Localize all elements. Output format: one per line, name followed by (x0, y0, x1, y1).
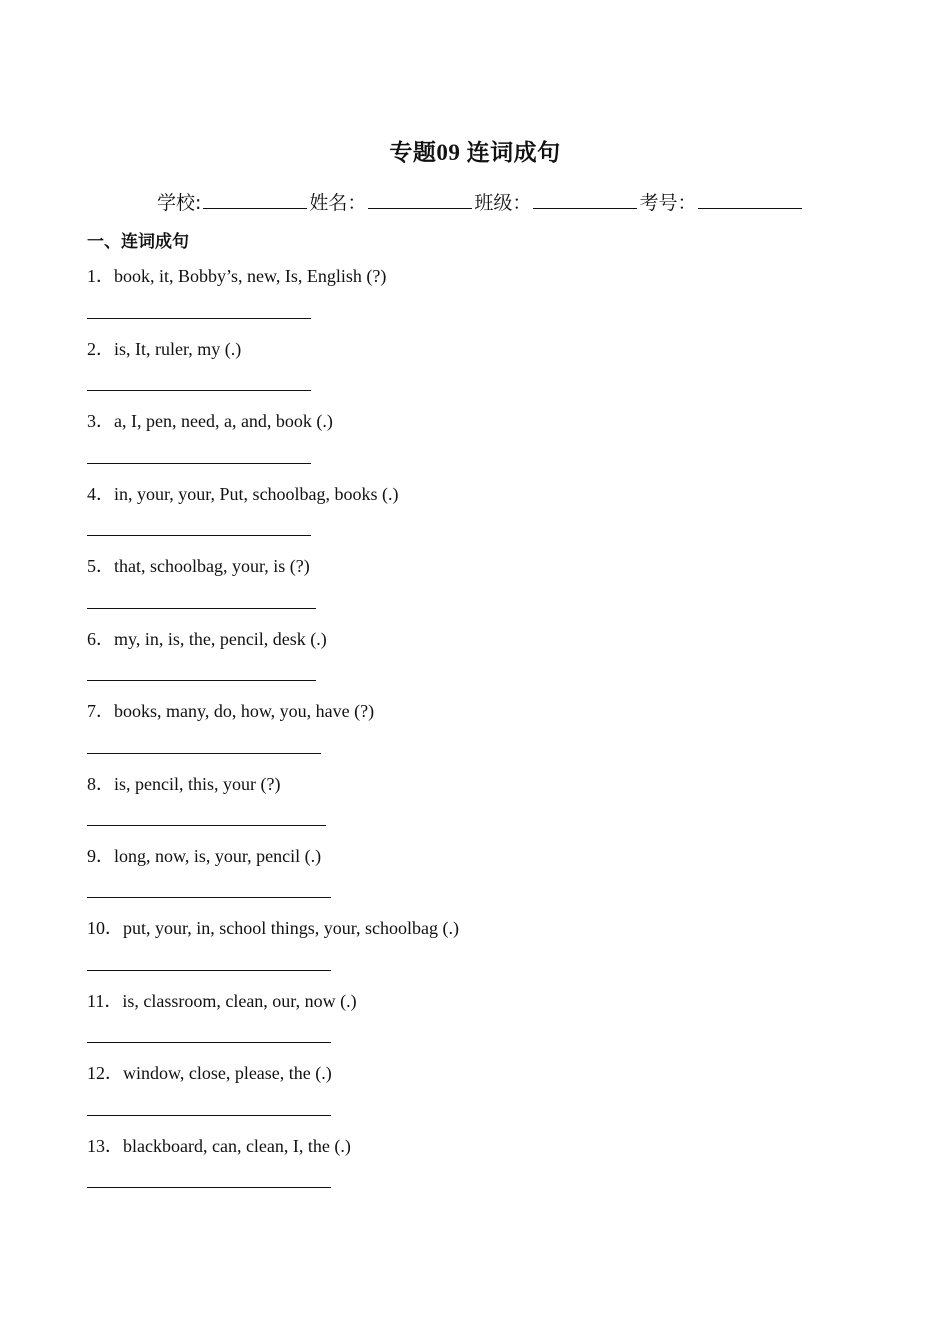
answer-line-5[interactable] (87, 608, 316, 609)
question-7 (87, 697, 374, 723)
class-blank[interactable] (533, 190, 637, 209)
question-12 (87, 1059, 332, 1085)
question-text: is, classroom, clean, our, now (.) (122, 991, 357, 1011)
question-3 (87, 407, 333, 433)
question-2 (87, 335, 241, 361)
question-4 (87, 480, 399, 506)
school-blank[interactable] (203, 190, 307, 209)
question-number: 3． (87, 411, 114, 431)
question-number: 9． (87, 846, 114, 866)
question-number: 6． (87, 629, 114, 649)
question-number: 2． (87, 339, 114, 359)
question-number: 12． (87, 1063, 123, 1083)
question-text: is, It, ruler, my (.) (114, 339, 242, 359)
answer-line-11[interactable] (87, 1042, 331, 1043)
question-text: books, many, do, how, you, have (?) (114, 701, 375, 721)
question-text: a, I, pen, need, a, and, book (.) (114, 411, 333, 431)
answer-line-2[interactable] (87, 390, 311, 391)
question-number: 5． (87, 556, 114, 576)
answer-line-12[interactable] (87, 1115, 331, 1116)
question-text: book, it, Bobby’s, new, Is, English (?) (114, 266, 387, 286)
question-11 (87, 987, 357, 1013)
answer-line-3[interactable] (87, 463, 311, 464)
question-5 (87, 552, 310, 578)
student-info-line (157, 188, 804, 215)
question-number: 1． (87, 266, 114, 286)
question-text: long, now, is, your, pencil (.) (114, 846, 322, 866)
school-label: 学校: (157, 192, 202, 214)
question-text: that, schoolbag, your, is (?) (114, 556, 310, 576)
question-8 (87, 770, 280, 796)
question-13 (87, 1132, 351, 1158)
answer-line-9[interactable] (87, 897, 331, 898)
question-number: 13． (87, 1136, 123, 1156)
question-10 (87, 914, 459, 940)
question-number: 10． (87, 918, 123, 938)
name-label: 姓名： (309, 192, 367, 214)
question-text: my, in, is, the, pencil, desk (.) (114, 629, 327, 649)
question-number: 11． (87, 991, 123, 1011)
answer-line-10[interactable] (87, 970, 331, 971)
page-title: 专题09 连词成句 (389, 140, 561, 165)
exam-number-label: 考号： (639, 192, 697, 214)
question-9 (87, 842, 321, 868)
name-blank[interactable] (368, 190, 472, 209)
question-text: put, your, in, school things, your, schoolbag (.) (123, 918, 460, 938)
question-6 (87, 625, 327, 651)
question-text: is, pencil, this, your (?) (114, 774, 281, 794)
answer-line-1[interactable] (87, 318, 311, 319)
answer-line-6[interactable] (87, 680, 316, 681)
question-text: window, close, please, the (.) (123, 1063, 332, 1083)
exam-number-blank[interactable] (698, 190, 802, 209)
answer-line-4[interactable] (87, 535, 311, 536)
question-text: in, your, your, Put, schoolbag, books (.) (114, 484, 399, 504)
question-1 (87, 262, 386, 288)
answer-line-7[interactable] (87, 753, 321, 754)
class-label: 班级： (474, 192, 532, 214)
question-number: 4． (87, 484, 114, 504)
question-number: 8． (87, 774, 114, 794)
section-heading: 一、连词成句 (87, 232, 189, 252)
answer-line-8[interactable] (87, 825, 326, 826)
question-text: blackboard, can, clean, I, the (.) (123, 1136, 351, 1156)
answer-line-13[interactable] (87, 1187, 331, 1188)
question-number: 7． (87, 701, 114, 721)
